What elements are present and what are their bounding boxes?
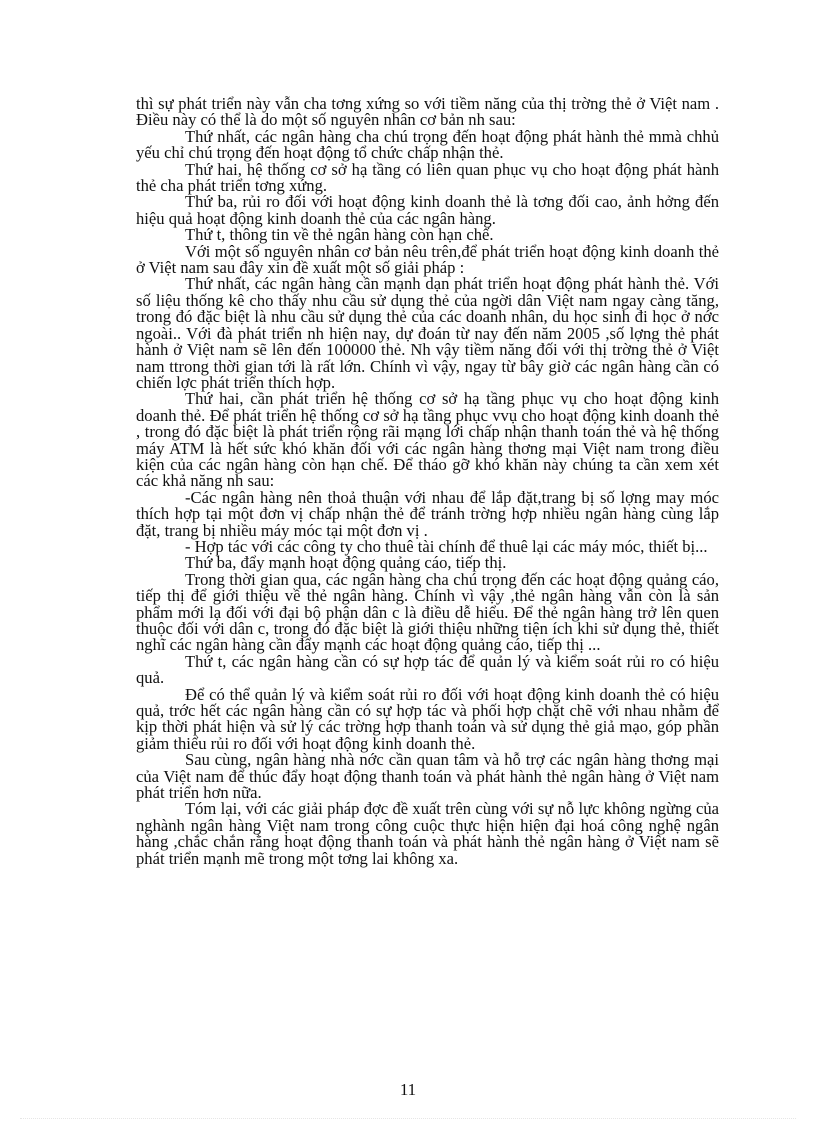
paragraph: Thứ hai, hệ thống cơ sở hạ tầng có liên quan phục vụ cho hoạt động phát hành thẻ cha phát triển tơng xứng. — [136, 159, 719, 196]
paragraph: Thứ nhất, các ngân hàng cha chú trọng đến hoạt động phát hành thẻ mmà chhủ yếu chỉ chú trọng đến hoạt động tổ chức chấp nhận thẻ. — [136, 126, 719, 163]
paragraph: Thứ t, thông tin về thẻ ngân hàng còn hạn chế. — [185, 225, 494, 245]
paragraph: Thứ hai, cần phát triển hệ thống cơ sở hạ tầng phục vụ cho hoạt động kinh doanh thẻ. Để phát triển hệ thống cơ sở hạ tầng phục vvụ cho hoạt động kinh doanh thẻ , trong đó đặc biệt là phát triển rộng rãi mạng lới chấp nhận thanh toán thẻ và hệ thống máy ATM là hết sức khó khăn đối với các ngân hàng thơng mại Việt nam trong điều kiện của các ngân hàng còn hạn chế. Để tháo gỡ khó khăn này chúng ta cần xem xét các khả năng nh sau: — [136, 389, 719, 491]
paragraph: Thứ ba, đẩy mạnh hoạt động quảng cáo, tiếp thị. — [185, 553, 507, 573]
paragraph: Tóm lại, với các giải pháp đợc đề xuất trên cùng với sự nỗ lực không ngừng của nghành ngân hàng Việt nam trong công cuộc thực hiện hiện đại hoá công nghệ ngân hàng ,chắc chắn rằng hoạt động thanh toán và phát hành thẻ ngân hàng ở Việt nam sẽ phát triển mạnh mẽ trong một tơng lai không xa. — [136, 799, 719, 868]
paragraph: -Các ngân hàng nên thoả thuận với nhau để lắp đặt,trang bị số lợng may móc thích hợp tại một đơn vị chấp nhận thẻ để tránh trờng hợp nhiều ngân hàng cùng lắp đặt, trang bị nhiều máy móc tại một đơn vị . — [136, 487, 719, 540]
body-text — [136, 96, 719, 867]
page-number: 11 — [399, 1080, 417, 1099]
paragraph: Với một số nguyên nhân cơ bản nêu trên,để phát triển hoạt động kinh doanh thẻ ở Việt nam sau đây xin đề xuất một số giải pháp : — [136, 241, 719, 278]
paragraph: Thứ t, các ngân hàng cần có sự hợp tác để quản lý và kiểm soát rủi ro có hiệu quả. — [136, 651, 719, 688]
page-bottom-divider — [20, 1118, 796, 1119]
paragraph: Thứ nhất, các ngân hàng cần mạnh dạn phát triển hoạt động phát hành thẻ. Với số liệu thống kê cho thấy nhu cầu sử dụng thẻ của ngời dân Việt nam ngay càng tăng, trong đó đặc biệt là nhu cầu sử dụng thẻ của các doanh nhân, du học sinh đi học ở nớc ngoài.. Với đà phát triển nh hiện nay, dự đoán từ nay đến năm 2005 ,số lợng thẻ phát hành ở Việt nam sẽ lên đến 100000 thẻ. Nh vậy tiềm năng đối với thị trờng thẻ ở Việt nam ttrong thời gian tới là rất lớn. Chính vì vậy, ngay từ bây giờ các ngân hàng cần có chiến lợc phát triển thích hợp. — [136, 274, 719, 392]
paragraph: Trong thời gian qua, các ngân hàng cha chú trọng đến các hoạt động quảng cáo, tiếp thị để giới thiệu về thẻ ngân hàng. Chính vì vậy ,thẻ ngân hàng vẫn còn là sản phẩm mới lạ đối với đại bộ phận dân c là điều dễ hiểu. Để thẻ ngân hàng trở lên quen thuộc đối với dân c, trong đó đặc biệt là giới thiệu những tiện ích khi sử dụng thẻ, thiết nghĩ các ngân hàng cần đẩy mạnh các hoạt động quảng cáo, tiếp thị ... — [136, 569, 719, 655]
paragraph: Sau cùng, ngân hàng nhà nớc cần quan tâm và hỗ trợ các ngân hàng thơng mại của Việt nam để thúc đẩy hoạt động thanh toán và phát hành thẻ ngân hàng ở Việt nam phát triển hơn nữa. — [136, 750, 719, 803]
paragraph: - Hợp tác với các công ty cho thuê tài chính để thuê lại các máy móc, thiết bị... — [185, 536, 708, 556]
paragraph: Để có thể quản lý và kiểm soát rủi ro đối với hoạt động kinh doanh thẻ có hiệu quả, trớc hết các ngân hàng cần có sự hợp tác và phối hợp chặt chẽ với nhau nhằm để kịp thời phát hiện và sử lý các trờng hợp thanh toán và sử dụng thẻ giả mạo, góp phần giảm thiểu rủi ro đối với hoạt động kinh doanh thẻ. — [136, 684, 719, 753]
paragraph: thì sự phát triển này vẫn cha tơng xứng so với tiềm năng của thị trờng thẻ ở Việt nam . Điều này có thể là do một số nguyên nhân cơ bản nh sau: — [136, 94, 719, 130]
paragraph: Thứ ba, rủi ro đối với hoạt động kinh doanh thẻ là tơng đối cao, ảnh hởng đến hiệu quả hoạt động kinh doanh thẻ của các ngân hàng. — [136, 192, 719, 228]
